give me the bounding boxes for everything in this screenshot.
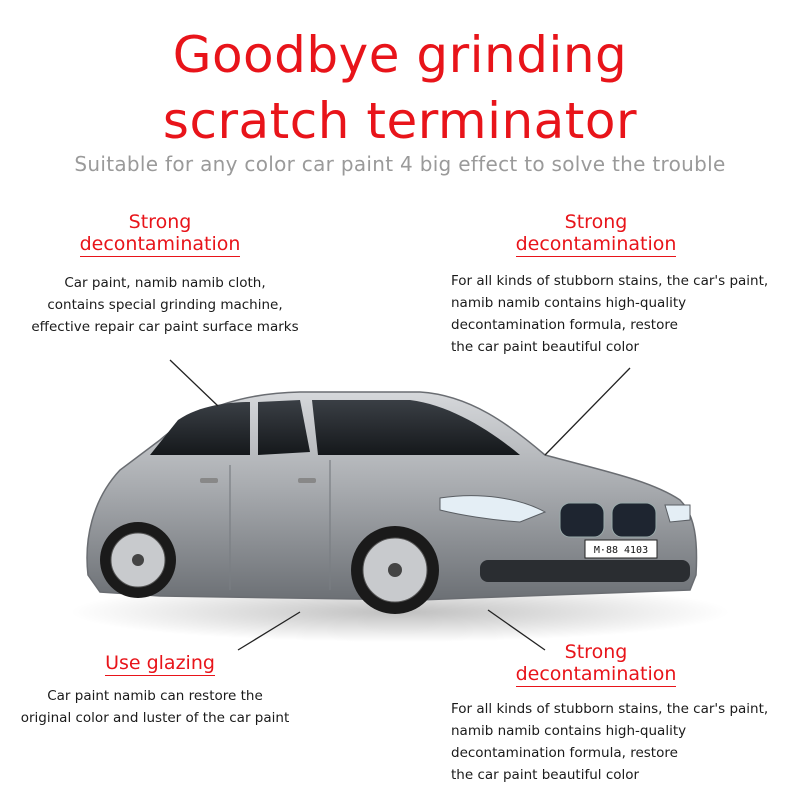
feature-2-body-line: namib namib contains high-quality: [451, 295, 687, 311]
feature-2-body-line: decontamination formula, restore: [451, 317, 678, 333]
feature-4-body-line: decontamination formula, restore: [451, 745, 678, 761]
title-line-1: Goodbye grinding: [172, 26, 628, 84]
feature-2-heading-line-2: decontamination: [515, 233, 677, 255]
feature-4-body-line: For all kinds of stubborn stains, the car's paint,: [451, 701, 769, 717]
feature-2-body-line: the car paint beautiful color: [451, 339, 640, 355]
feature-4-heading-line-1: Strong: [564, 641, 628, 663]
feature-1-heading-line-1: Strong: [128, 211, 192, 233]
feature-1-body-line: contains special grinding machine,: [47, 297, 283, 313]
feature-1-body-line: Car paint, namib namib cloth,: [64, 275, 266, 291]
title-line-2: scratch terminator: [162, 92, 638, 150]
leader-line-feature-4: [488, 610, 545, 650]
feature-1-heading-line-2: decontamination: [79, 233, 241, 255]
leader-line-feature-1: [170, 360, 218, 406]
subtitle: Suitable for any color car paint 4 big effect to solve the trouble: [74, 152, 726, 176]
feature-4-body-line: namib namib contains high-quality: [451, 723, 687, 739]
feature-2-heading-line-1: Strong: [564, 211, 628, 233]
feature-3-body-line: original color and luster of the car paint: [20, 710, 290, 726]
feature-4-heading-line-2: decontamination: [515, 663, 677, 685]
license-plate-text: M·88 4103: [593, 545, 649, 556]
feature-2-body-line: For all kinds of stubborn stains, the car's paint,: [451, 273, 769, 289]
feature-1-body-line: effective repair car paint surface marks: [31, 319, 299, 335]
leader-line-feature-3: [238, 612, 300, 650]
feature-3-heading-line-1: Use glazing: [105, 652, 215, 674]
feature-4-body-line: the car paint beautiful color: [451, 767, 640, 783]
leader-line-feature-2: [545, 368, 630, 455]
feature-3-body-line: Car paint namib can restore the: [47, 688, 263, 704]
